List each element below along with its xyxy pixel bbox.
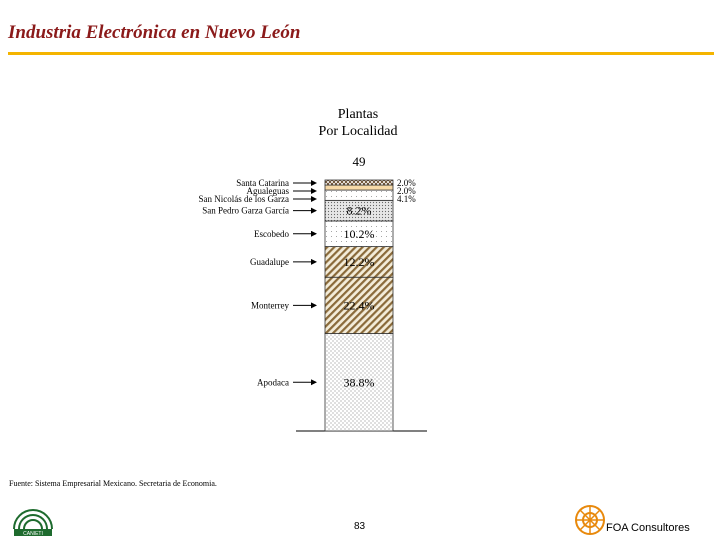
chart-title-line-1: Plantas xyxy=(337,107,379,122)
foa-logo-icon xyxy=(574,504,606,536)
category-label-monterrey: Monterrey xyxy=(251,300,289,311)
bar-segment-san-nicolas-de-los-garza xyxy=(325,190,393,200)
category-label-guadalupe: Guadalupe xyxy=(250,256,289,267)
canieti-logo xyxy=(8,503,58,537)
bar-segment-agualeguas xyxy=(325,185,393,190)
category-label-agualeguas: Agualeguas xyxy=(246,186,289,196)
category-label-san-nicolas-de-los-garza: San Nicolás de los Garza xyxy=(198,194,289,204)
data-label-san-pedro-garza-garcia: 8.2% xyxy=(346,203,372,218)
slide-title: Industria Electrónica en Nuevo León xyxy=(8,22,301,43)
data-label-san-nicolas-de-los-garza: 4.1% xyxy=(397,194,416,204)
chart-title-line-2: Por Localidad xyxy=(318,124,398,139)
bar-segment-santa-catarina xyxy=(325,180,393,185)
foa-brand-text: FOA Consultores xyxy=(606,522,690,534)
category-label-apodaca: Apodaca xyxy=(257,377,289,388)
data-label-santa-catarina: 2.0% xyxy=(397,178,416,188)
data-label-apodaca: 38.8% xyxy=(343,375,375,390)
category-label-escobedo: Escobedo xyxy=(254,228,289,239)
bar-segments xyxy=(199,178,417,431)
data-label-escobedo: 10.2% xyxy=(343,226,375,241)
category-label-san-pedro-garza-garcia: San Pedro Garza García xyxy=(202,205,289,216)
canieti-logo-text: CANIETI xyxy=(23,531,43,537)
data-label-agualeguas: 2.0% xyxy=(397,186,416,196)
page-number: 83 xyxy=(354,521,366,532)
data-label-guadalupe: 12.2% xyxy=(343,254,375,269)
chart-total-label: 49 xyxy=(352,154,366,169)
data-label-monterrey: 22.4% xyxy=(343,298,375,313)
source-note: Fuente: Sistema Empresarial Mexicano. Secretaria de Economia. xyxy=(9,479,217,488)
category-label-santa-catarina: Santa Catarina xyxy=(236,178,289,188)
